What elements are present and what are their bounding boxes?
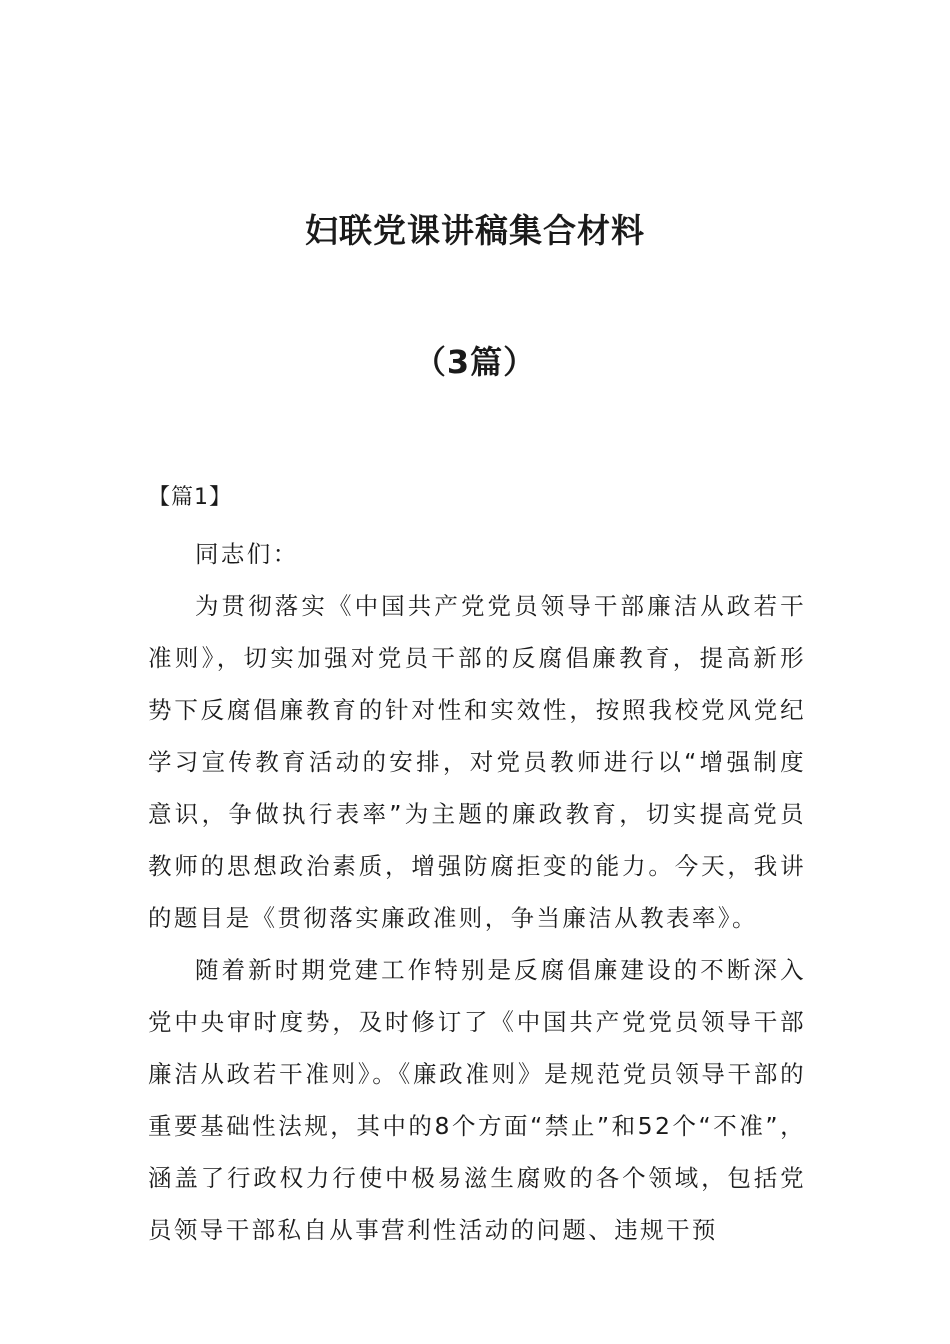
paragraph-greeting: 同志们： <box>195 540 299 568</box>
paragraph: 随着新时期党建工作特别是反腐倡廉建设的不断深入党中央审时度势，及时修订了《中国共产党党员领导干部廉洁从政若干准则》。《廉政准则》是规范党员领导干部的重要基础性法规，其中的8个方面“禁止”和52个“不准”，涵盖了行政权力行使中极易滋生腐败的各个领域，包括党员领导干部私自从事营利性活动的问题、违规干预 <box>148 956 806 1244</box>
paragraph: 为贯彻落实《中国共产党党员领导干部廉洁从政若干准则》，切实加强对党员干部的反腐倡廉教育，提高新形势下反腐倡廉教育的针对性和实效性，按照我校党风党纪学习宣传教育活动的安排，对党员教师进行以“增强制度意识，争做执行表率”为主题的廉政教育，切实提高党员教师的思想政治素质，增强防腐拒变的能力。今天，我讲的题目是《贯彻落实廉政准则，争当廉洁从教表率》。 <box>148 592 806 932</box>
document-title: 妇联党课讲稿集合材料 <box>305 211 645 250</box>
document-subtitle: （3篇） <box>413 343 537 381</box>
document-body <box>148 528 806 1256</box>
section-label: 【篇1】 <box>148 485 232 510</box>
